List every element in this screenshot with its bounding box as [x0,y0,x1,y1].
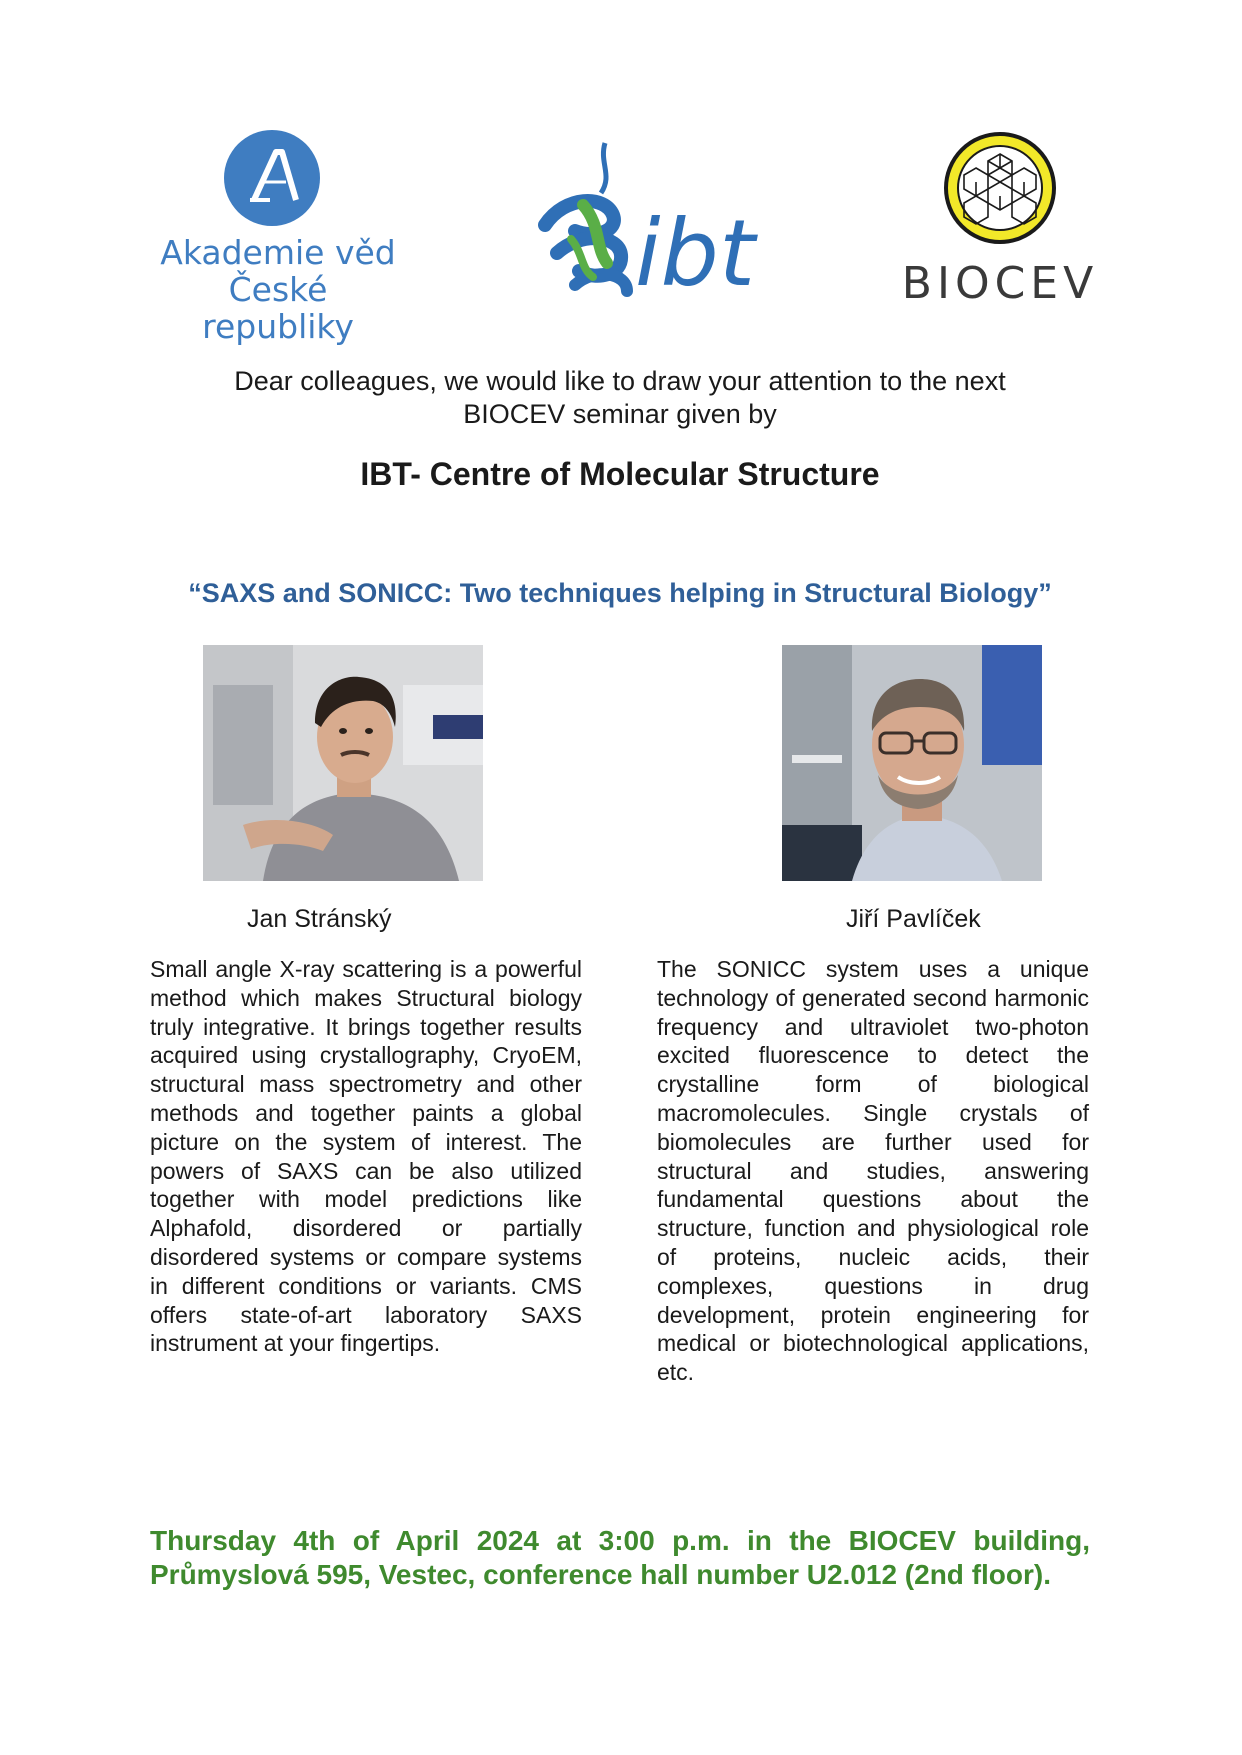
speaker-photo-jiri-pavlicek [782,645,1042,881]
speaker-name-1: Jan Stránský [247,905,392,933]
talk-title: “SAXS and SONICC: Two techniques helping in Structural Biology” [188,578,1052,608]
biocev-logo-text: BIOCEV [901,258,1099,309]
event-date-line: Thursday 4th of April 2024 at 3:00 p.m. in the BIOCEV building, [150,1525,1090,1556]
abstract-sonicc: The SONICC system uses a unique technology of generated second harmonic frequency and ultraviolet two-photon excited fluorescence to detect the crystalline form of biological macromolecules. Single crystals of biomolecules are further used for structural and studies, answering fundamental questions about the structure, function and physiological role of proteins, nucleic acids, their complexes, questions in drug development, protein engineering for medical or biotechnological applications, etc. [657,956,1089,1386]
presenting-centre: IBT- Centre of Molecular Structure [360,456,880,492]
speaker-name-2: Jiří Pavlíček [846,905,981,933]
intro-text [150,365,1090,431]
ibt-logo [535,135,770,310]
speaker-photo-jan-stransky [203,645,483,881]
academy-logo-mark [224,130,320,226]
ibt-logo-text: ibt [635,200,756,307]
abstract-saxs: Small angle X-ray scattering is a powerful method which makes Structural biology truly integrative. It brings together results acquired using crystallography, CryoEM, structural mass spectrometry and other methods and together paints a global picture on the system of interest. The powers of SAXS can be also utilized together with model predictions like Alphafold, disordered or partially disordered systems or compare systems in different conditions or variants. CMS offers state-of-art laboratory SAXS instrument at your fingertips. [150,956,582,1357]
academy-logo-line2: České republiky [202,270,354,346]
intro-line-2: BIOCEV seminar given by [463,399,777,429]
biocev-logo-mark [900,130,1100,250]
event-location-line: Průmyslová 595, Vestec, conference hall number U2.012 (2nd floor). [150,1559,1052,1590]
intro-line-1: Dear colleagues, we would like to draw your attention to the next [234,366,1006,396]
biocev-logo [900,130,1100,320]
academy-of-sciences-logo [148,130,408,346]
academy-logo-line1: Akademie věd [160,233,396,272]
